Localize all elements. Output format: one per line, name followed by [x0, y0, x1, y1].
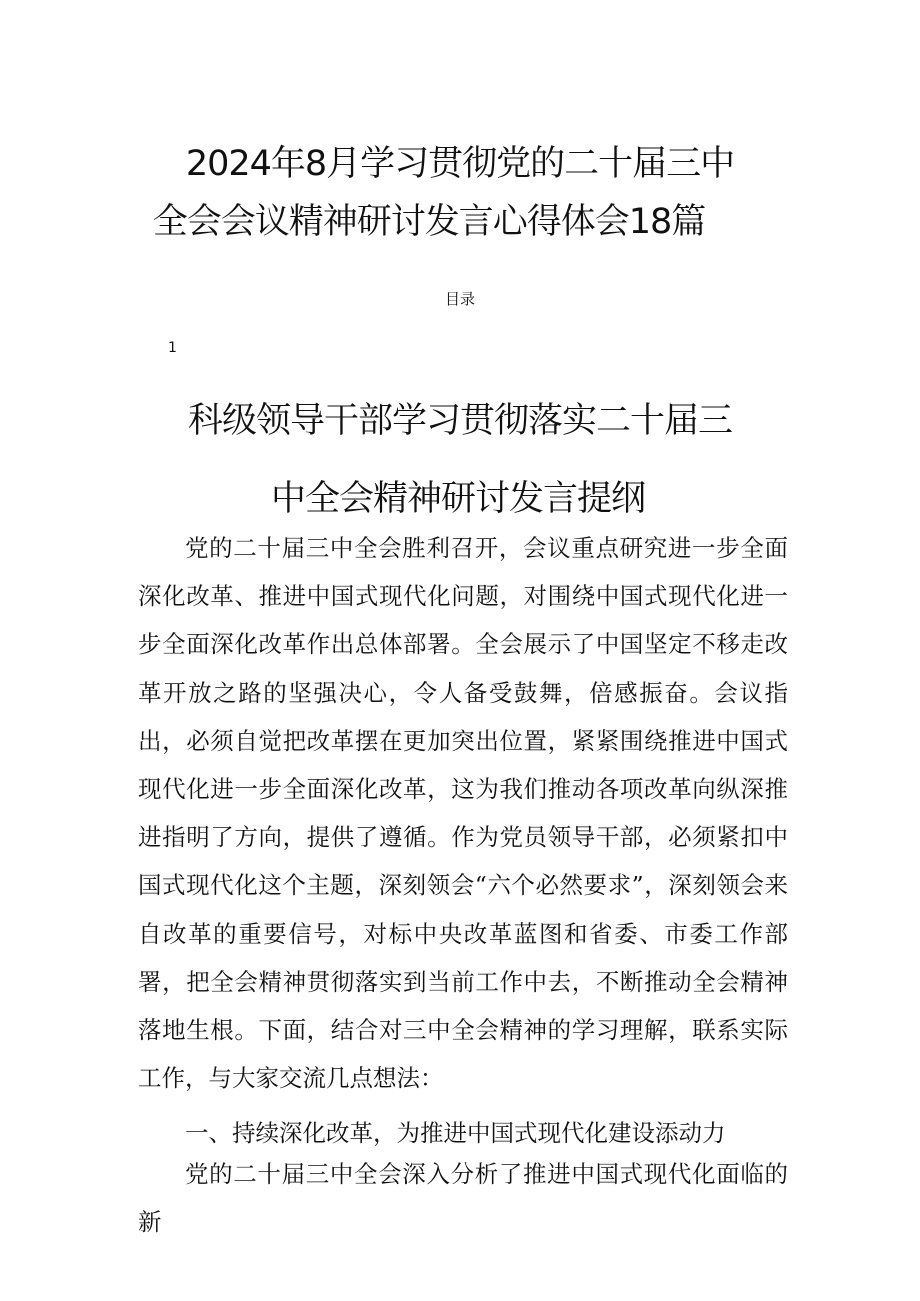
body-paragraph-1: 党的二十届三中全会胜利召开，会议重点研究进一步全面深化改革、推进中国式现代化问题，对围绕中国式现代化进一步全面深化改革作出总体部署。全会展示了中国坚定不移走改革开放之路的坚强决心，令人备受鼓舞，倍感振奋。会议指出，必须自觉把改革摆在更加突出位置，紧紧围绕推进中国式现代化进一步全面深化改革，这为我们推动各项改革向纵深推进指明了方向，提供了遵循。作为党员领导干部，必须紧扣中国式现代化这个主题，深刻领会“六个必然要求”，深刻领会来自改革的重要信号，对标中央改革蓝图和省委、市委工作部署，把全会精神贯彻落实到当前工作中去，不断推动全会精神落地生根。下面，结合对三中全会精神的学习理解，联系实际工作，与大家交流几点想法：	[138, 534, 788, 1093]
subheading-1: 一、持续深化改革，为推进中国式现代化建设添动力	[185, 1119, 726, 1147]
document-title-line-2: 全会会议精神研讨发言心得体会18篇	[152, 202, 706, 242]
document-title-line-1: 2024年8月学习贯彻党的二十届三中	[185, 144, 735, 184]
page-number: 1	[168, 340, 177, 356]
section-title-line-2: 中全会精神研讨发言提纲	[270, 479, 645, 519]
section-title-line-1: 科级领导干部学习贯彻落实二十届三	[187, 401, 732, 441]
table-of-contents-label: 目录	[444, 290, 475, 308]
body-paragraph-2: 党的二十届三中全会深入分析了推进中国式现代化面临的新	[138, 1160, 788, 1237]
